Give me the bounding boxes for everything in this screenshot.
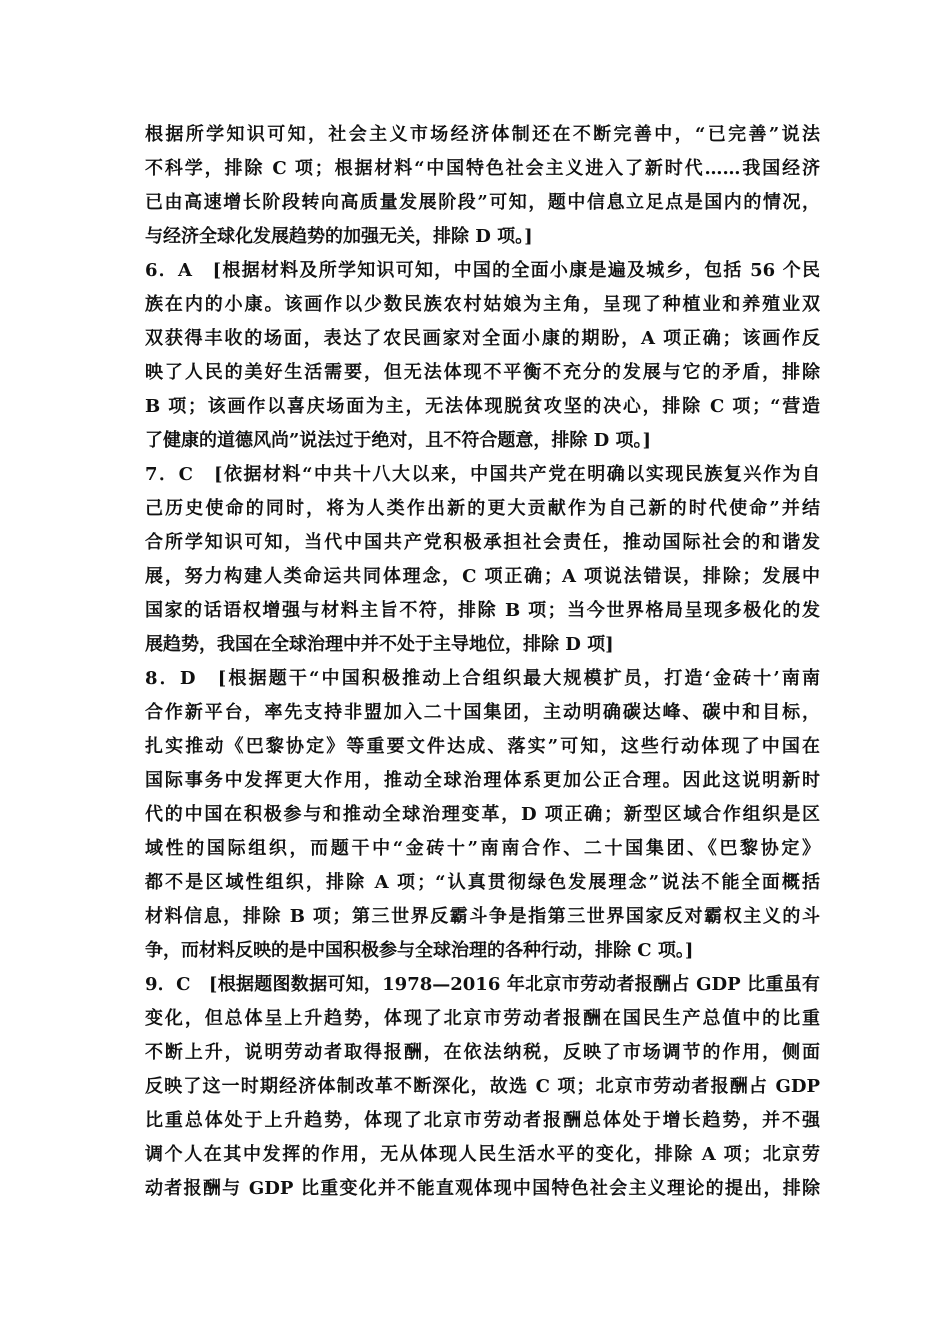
text-line: 合所学知识可知，当代中国共产党积极承担社会责任，推动国际社会的和谐发 [145, 532, 820, 553]
text-line: 国家的话语权增强与材料主旨不符，排除 B 项；当今世界格局呈现多极化的发 [145, 600, 820, 621]
text-line: 族在内的小康。该画作以少数民族农村姑娘为主角，呈现了种植业和养殖业双 [145, 294, 820, 315]
text-line: 与经济全球化发展趋势的加强无关，排除 D 项。] [145, 226, 533, 247]
answer-9-heading-line: 9．C [根据题图数据可知，1978—2016 年北京市劳动者报酬占 GDP 比重虽有 [145, 974, 820, 995]
text-line: 展趋势，我国在全球治理中并不处于主导地位，排除 D 项] [145, 634, 614, 655]
text-line: 不科学，排除 C 项；根据材料“中国特色社会主义进入了新时代……我国经济 [145, 158, 820, 179]
answer-8-heading-line: 8．D [根据题干“中国积极推动上合组织最大规模扩员，打造‘金砖十’南南 [145, 668, 820, 689]
text-line: 已由高速增长阶段转向高质量发展阶段”可知，题中信息立足点是国内的情况， [145, 192, 820, 213]
text-line: 合作新平台，率先支持非盟加入二十国集团，主动明确碳达峰、碳中和目标， [145, 702, 820, 723]
text-line: 代的中国在积极参与和推动全球治理变革，D 项正确；新型区域合作组织是区 [145, 804, 820, 825]
answer-7-heading-line: 7．C [依据材料“中共十八大以来，中国共产党在明确以实现民族复兴作为自 [145, 464, 820, 485]
text-line: 都不是区域性组织，排除 A 项；“认真贯彻绿色发展理念”说法不能全面概括 [145, 872, 820, 893]
answer-explanations [145, 118, 820, 1206]
text-line: 调个人在其中发挥的作用，无从体现人民生活水平的变化，排除 A 项；北京劳 [145, 1144, 820, 1165]
text-line: 动者报酬与 GDP 比重变化并不能直观体现中国特色社会主义理论的提出，排除 [145, 1178, 820, 1199]
text-line: 己历史使命的同时，将为人类作出新的更大贡献作为自己新的时代使命”并结 [145, 498, 820, 519]
text-line: 了健康的道德风尚”说法过于绝对，且不符合题意，排除 D 项。] [145, 430, 652, 451]
text-line: B 项；该画作以喜庆场面为主，无法体现脱贫攻坚的决心，排除 C 项；“营造 [145, 396, 820, 417]
text-line: 双获得丰收的场面，表达了农民画家对全面小康的期盼，A 项正确；该画作反 [145, 328, 820, 349]
text-line: 展，努力构建人类命运共同体理念，C 项正确；A 项说法错误，排除；发展中 [145, 566, 820, 587]
text-line: 国际事务中发挥更大作用，推动全球治理体系更加公正合理。因此这说明新时 [145, 770, 820, 791]
text-line: 扎实推动《巴黎协定》等重要文件达成、落实”可知，这些行动体现了中国在 [145, 736, 820, 757]
text-line: 变化，但总体呈上升趋势，体现了北京市劳动者报酬在国民生产总值中的比重 [145, 1008, 820, 1029]
text-line: 域性的国际组织，而题干中“金砖十”南南合作、二十国集团、《巴黎协定》 [145, 838, 820, 859]
text-line: 根据所学知识可知，社会主义市场经济体制还在不断完善中，“已完善”说法 [145, 124, 820, 145]
text-line: 不断上升，说明劳动者取得报酬，在依法纳税，反映了市场调节的作用，侧面 [145, 1042, 820, 1063]
text-line: 映了人民的美好生活需要，但无法体现不平衡不充分的发展与它的矛盾，排除 [145, 362, 820, 383]
text-line: 争，而材料反映的是中国积极参与全球治理的各种行动，排除 C 项。] [145, 940, 694, 961]
answer-6-heading-line: 6．A [根据材料及所学知识可知，中国的全面小康是遍及城乡，包括 56 个民 [145, 260, 820, 281]
text-line: 反映了这一时期经济体制改革不断深化，故选 C 项；北京市劳动者报酬占 GDP [145, 1076, 820, 1097]
text-line: 材料信息，排除 B 项；第三世界反霸斗争是指第三世界国家反对霸权主义的斗 [145, 906, 820, 927]
text-line: 比重总体处于上升趋势，体现了北京市劳动者报酬总体处于增长趋势，并不强 [145, 1110, 820, 1131]
